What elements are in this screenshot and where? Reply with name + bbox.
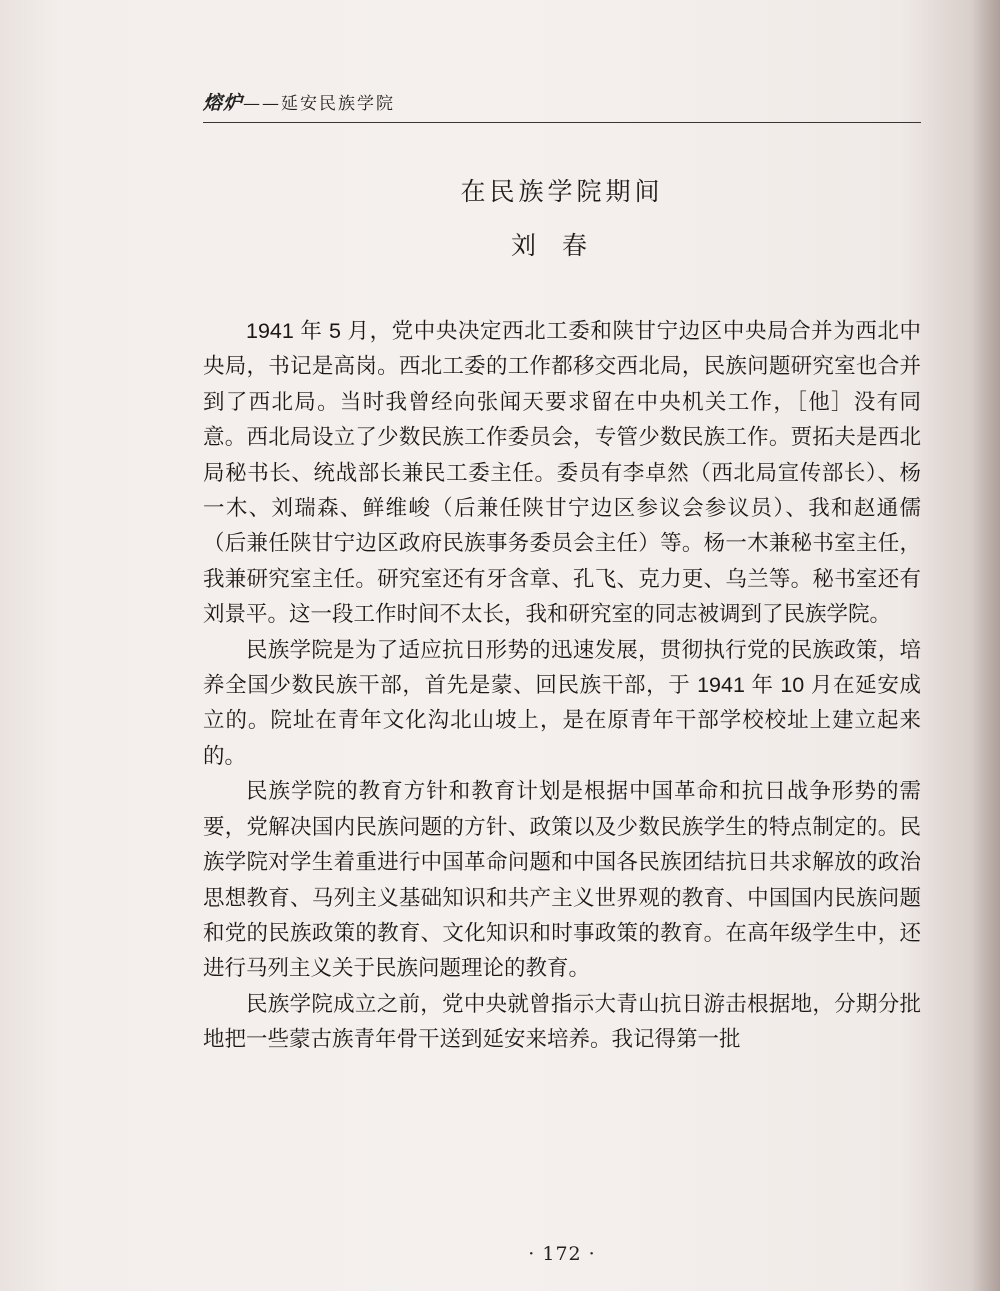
article-title: 在民族学院期间 (460, 177, 664, 206)
paragraph-2: 民族学院是为了适应抗日形势的迅速发展，贯彻执行党的民族政策，培养全国少数民族干部，首先是蒙、回民族干部，于 1941 年 10 月在延安成立的。院址在青年文化沟北山坡上，是在原青年干部学校校址上建立起来的。 (203, 637, 921, 768)
header-rule (203, 122, 921, 123)
book-subtitle: ——延安民族学院 (243, 94, 396, 114)
paragraph-3: 民族学院的教育方针和教育计划是根据中国革命和抗日战争形势的需要，党解决国内民族问题的方针、政策以及少数民族学生的特点制定的。民族学院对学生着重进行中国革命问题和中国各民族团结抗日共求解放的政治思想教育、马列主义基础知识和共产主义世界观的教育、中国国内民族问题和党的民族政策的教育、文化知识和时事政策的教育。在高年级学生中，还进行马列主义关于民族问题理论的教育。 (203, 779, 921, 981)
paragraph-4: 民族学院成立之前，党中央就曾指示大青山抗日游击根据地，分期分批地把一些蒙古族青年骨干送到延安来培养。我记得第一批 (203, 991, 921, 1052)
running-head (203, 88, 395, 115)
article-author: 刘春 (510, 231, 613, 260)
article-body (203, 314, 921, 1058)
book-title: 熔炉 (203, 92, 244, 114)
page-number: · 172 · (528, 1243, 596, 1265)
paragraph-1: 1941 年 5 月，党中央决定西北工委和陕甘宁边区中央局合并为西北中央局，书记是高岗。西北工委的工作都移交西北局，民族问题研究室也合并到了西北局。当时我曾经向张闻天要求留在中央机关工作，［他］没有同意。西北局设立了少数民族工作委员会，专管少数民族工作。贾拓夫是西北局秘书长、统战部长兼民工委主任。委员有李卓然（西北局宣传部长）、杨一木、刘瑞森、鲜维峻（后兼任陕甘宁边区参议会参议员）、我和赵通儒（后兼任陕甘宁边区政府民族事务委员会主任）等。杨一木兼秘书室主任，我兼研究室主任。研究室还有牙含章、孔飞、克力更、乌兰等。秘书室还有刘景平。这一段工作时间不太长，我和研究室的同志被调到了民族学院。 (203, 319, 921, 627)
page-edge-shadow (972, 0, 1000, 1291)
